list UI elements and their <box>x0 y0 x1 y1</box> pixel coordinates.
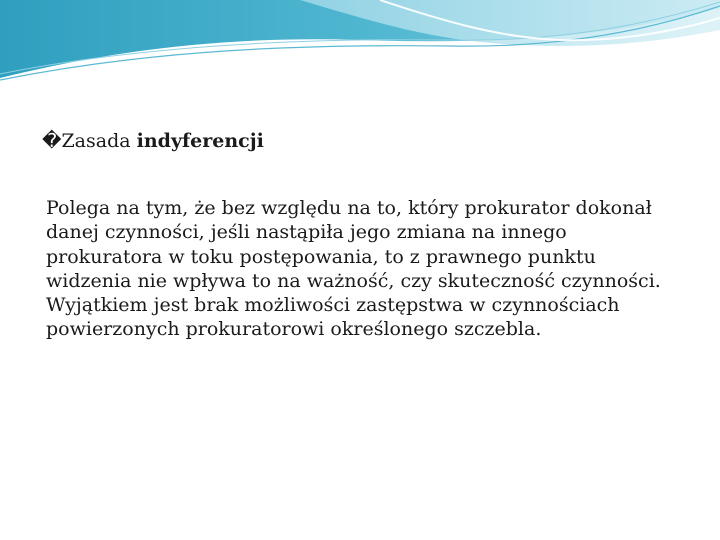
paragraph-exception: Wyjątkiem jest brak możliwości zastępstwa w czynnościach powierzonych prokuratorowi określonego szczebla. <box>46 294 620 341</box>
decorative-wave-header <box>0 0 720 90</box>
bullet-glyph: � <box>42 130 62 152</box>
heading-label-bold: indyferencji <box>136 130 264 152</box>
heading <box>42 128 264 154</box>
paragraph-rule-description: Polega na tym, że bez względu na to, który prokurator dokonał danej czynności, jeśli nastąpiła jego zmiana na innego prokuratora w toku postępowania, to z prawnego punktu widzenia nie wpływa to na ważność, czy skuteczność czynności. <box>46 197 661 292</box>
body-text <box>46 196 686 342</box>
heading-label-plain: Zasada <box>61 130 137 152</box>
